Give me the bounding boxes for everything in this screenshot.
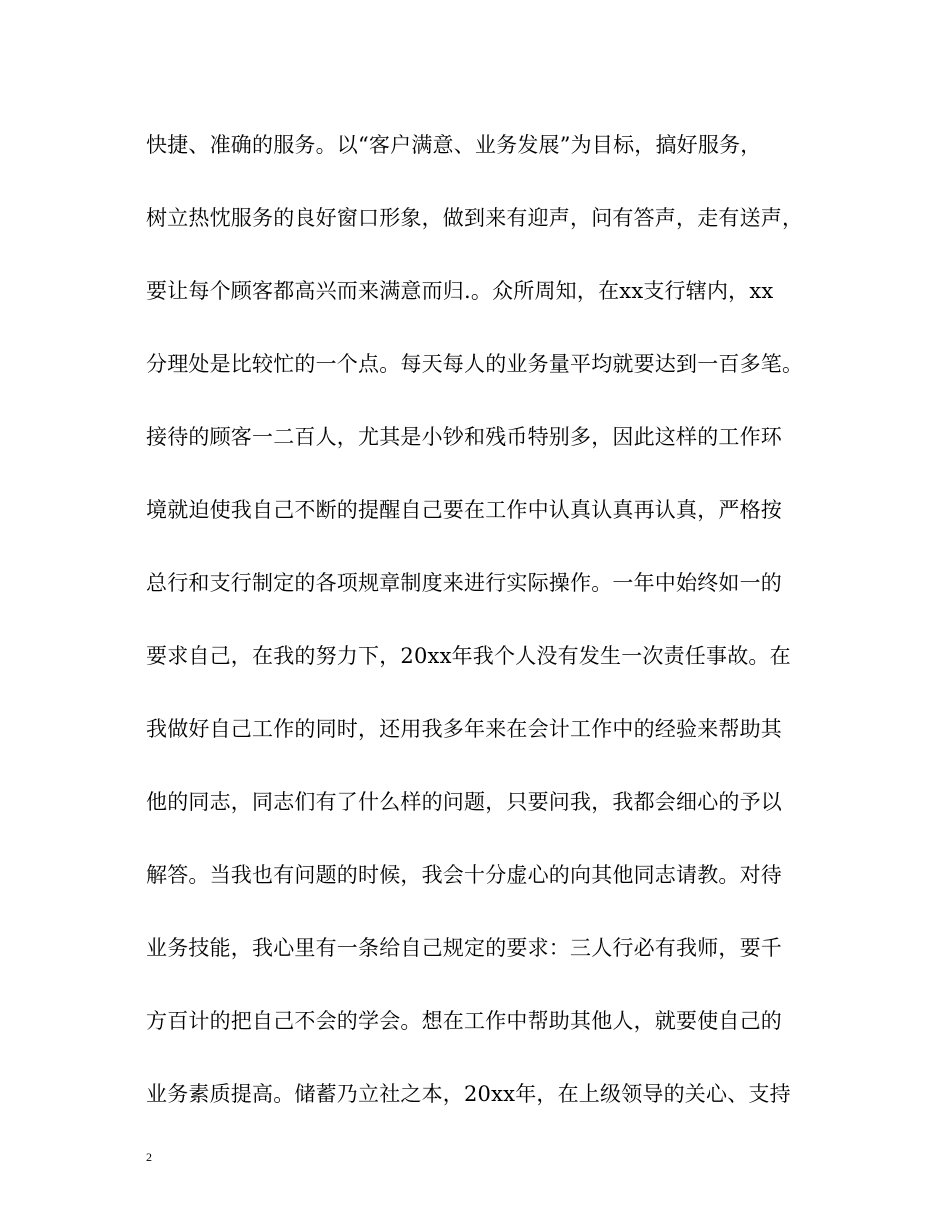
text-line: 境就迫使我自己不断的提醒自己要在工作中认真认真再认真，严格按	[146, 498, 782, 522]
text-line: 方百计的把自己不会的学会。想在工作中帮助其他人，就要使自己的	[146, 1009, 782, 1033]
text-line: 快捷、准确的服务。以“客户满意、业务发展”为目标，搞好服务，	[146, 133, 762, 157]
text-line: 他的同志，同志们有了什么样的问题，只要问我，我都会细心的予以	[146, 790, 782, 814]
text-line: 接待的顾客一二百人，尤其是小钞和残币特别多，因此这样的工作环	[146, 425, 782, 449]
text-line: 树立热忱服务的良好窗口形象，做到来有迎声，问有答声，走有送声，	[146, 206, 804, 230]
text-line: 解答。当我也有问题的时候，我会十分虚心的向其他同志请教。对待	[146, 863, 782, 887]
text-line: 分理处是比较忙的一个点。每天每人的业务量平均就要达到一百多笔。	[146, 352, 804, 376]
text-line: 业务技能，我心里有一条给自己规定的要求：三人行必有我师，要千	[146, 936, 782, 960]
body-text	[146, 124, 826, 1146]
text-line: 要让每个顾客都高兴而来满意而归.。众所周知，在xx支行辖内，xx	[146, 279, 774, 303]
page-number: 2	[146, 1150, 152, 1164]
text-line: 我做好自己工作的同时，还用我多年来在会计工作中的经验来帮助其	[146, 717, 782, 741]
text-line: 业务素质提高。储蓄乃立社之本，20xx年，在上级领导的关心、支持	[146, 1082, 791, 1106]
text-line: 要求自己，在我的努力下，20xx年我个人没有发生一次责任事故。在	[146, 644, 791, 668]
text-line: 总行和支行制定的各项规章制度来进行实际操作。一年中始终如一的	[146, 571, 782, 595]
